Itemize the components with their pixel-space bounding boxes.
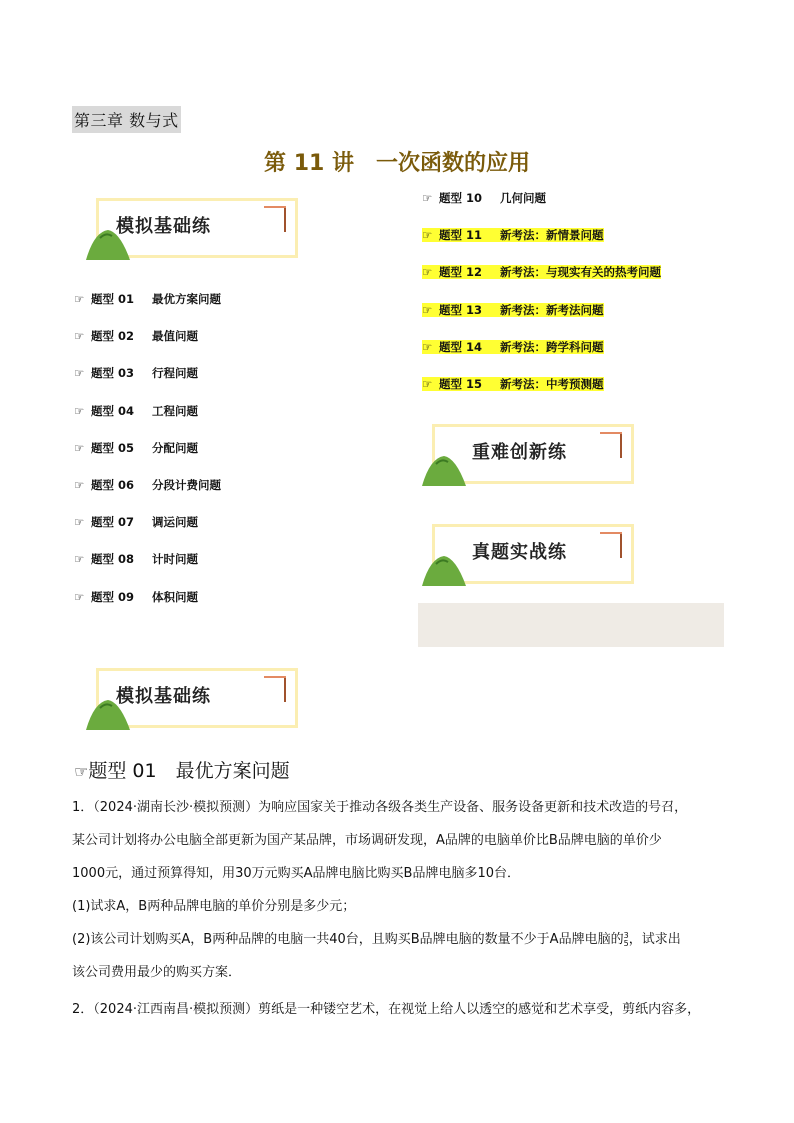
item-number: 04 — [118, 403, 135, 418]
pointing-hand-icon: ☞ — [74, 440, 85, 455]
hill-icon — [422, 450, 466, 486]
item-name: 体积问题 — [152, 589, 198, 604]
item-number: 06 — [118, 478, 135, 492]
item-label: 题型 — [439, 265, 462, 280]
pointing-hand-icon: ☞ — [422, 191, 433, 205]
item-number: 14 — [466, 339, 483, 354]
item-label: 题型 — [439, 228, 462, 243]
item-name: 分段计费问题 — [152, 478, 221, 492]
item-name: 工程问题 — [152, 403, 198, 418]
item-number: 11 — [466, 228, 483, 243]
pointing-hand-icon: ☞ — [74, 292, 85, 306]
pointing-hand-icon: ☞ — [74, 366, 85, 381]
heading-label: 题型 01 — [88, 760, 157, 782]
item-number: 02 — [118, 329, 135, 344]
fraction-numerator: 3 — [623, 930, 629, 940]
list-item[interactable] — [74, 365, 198, 381]
pointing-hand-icon: ☞ — [74, 589, 85, 604]
banner-label: 重难创新练 — [472, 442, 567, 463]
item-label: 题型 — [439, 191, 462, 205]
fraction-denominator: 5 — [623, 938, 629, 948]
item-label: 题型 — [439, 302, 462, 317]
q1-line3: 1000元，通过预算得知，用30万元购买A品牌电脑比购买B品牌电脑多10台． — [72, 866, 520, 881]
list-item[interactable] — [422, 376, 604, 392]
banner-difficult-innovation — [422, 424, 632, 486]
item-name: 新考法：新情景问题 — [500, 228, 604, 243]
item-number: 08 — [118, 552, 135, 567]
item-label: 题型 — [91, 589, 114, 604]
item-label: 题型 — [91, 440, 114, 455]
list-item[interactable] — [74, 440, 198, 456]
item-name: 新考法：中考预测题 — [500, 377, 604, 391]
item-name: 最值问题 — [152, 329, 198, 344]
lesson-title: 第 11 讲 一次函数的应用 — [264, 151, 530, 176]
item-number: 13 — [466, 302, 483, 317]
item-label: 题型 — [91, 478, 114, 492]
hill-icon — [86, 694, 130, 730]
q1-line1: 1．（2024·湖南长沙·模拟预测）为响应国家关于推动各级各类生产设备、服务设备更新和技术改造的号召， — [72, 800, 688, 815]
list-item[interactable] — [422, 227, 604, 243]
pointing-hand-icon: ☞ — [74, 762, 89, 781]
item-number: 12 — [466, 265, 483, 280]
q1-part2-cont: 该公司费用最少的购买方案． — [72, 965, 242, 980]
item-name: 行程问题 — [152, 366, 198, 381]
item-label: 题型 — [91, 515, 114, 530]
list-item[interactable] — [74, 514, 198, 530]
list-item[interactable] — [422, 264, 661, 280]
heading-name: 最优方案问题 — [175, 760, 290, 782]
banner-label: 真题实战练 — [472, 542, 567, 563]
item-name: 调运问题 — [152, 515, 198, 530]
list-item[interactable] — [74, 291, 221, 307]
item-name: 几何问题 — [500, 191, 546, 205]
item-label: 题型 — [439, 339, 462, 354]
pointing-hand-icon: ☞ — [422, 302, 433, 317]
pointing-hand-icon: ☞ — [422, 377, 433, 391]
item-name: 最优方案问题 — [152, 292, 221, 306]
pointing-hand-icon: ☞ — [422, 339, 433, 354]
q1-part2 — [72, 930, 732, 950]
item-number: 10 — [466, 191, 483, 205]
pointing-hand-icon: ☞ — [74, 403, 85, 418]
item-number: 03 — [118, 366, 135, 381]
item-name: 新考法：与现实有关的热考问题 — [500, 265, 661, 280]
list-item[interactable] — [74, 403, 198, 419]
pointing-hand-icon: ☞ — [422, 228, 433, 243]
item-label: 题型 — [439, 377, 462, 391]
banner-label: 模拟基础练 — [116, 216, 211, 237]
item-number: 07 — [118, 515, 135, 530]
item-label: 题型 — [91, 292, 114, 306]
pointing-hand-icon: ☞ — [74, 515, 85, 530]
banner-basic-practice-section — [86, 668, 296, 730]
section-heading — [74, 756, 290, 783]
hill-icon — [422, 550, 466, 586]
item-number: 09 — [118, 589, 135, 604]
item-number: 01 — [118, 292, 135, 306]
chapter-label: 第三章 数与式 — [72, 106, 181, 133]
item-name: 新考法：跨学科问题 — [500, 339, 604, 354]
item-label: 题型 — [91, 552, 114, 567]
q1-line2: 某公司计划将办公电脑全部更新为国产某品牌，市场调研发现，A品牌的电脑单价比B品牌电脑的单价少 — [72, 833, 662, 848]
banner-basic-practice — [86, 198, 296, 260]
list-item[interactable] — [74, 477, 221, 493]
pointing-hand-icon: ☞ — [422, 265, 433, 280]
item-name: 分配问题 — [152, 440, 198, 455]
pointing-hand-icon: ☞ — [74, 329, 85, 344]
q2-line1: 2．（2024·江西南昌·模拟预测）剪纸是一种镂空艺术，在视觉上给人以透空的感觉和艺术享受，剪纸内容多， — [72, 1002, 701, 1017]
q1-part1: (1)试求A，B两种品牌电脑的单价分别是多少元； — [72, 899, 356, 914]
list-item[interactable] — [74, 589, 198, 605]
item-label: 题型 — [91, 329, 114, 344]
list-item[interactable] — [74, 551, 198, 567]
item-label: 题型 — [91, 366, 114, 381]
list-item[interactable] — [422, 302, 604, 318]
pointing-hand-icon: ☞ — [74, 478, 85, 492]
banner-label: 模拟基础练 — [116, 686, 211, 707]
q1-part2-tail: ，试求出 — [628, 932, 681, 947]
banner-real-exam — [422, 524, 632, 586]
hill-icon — [86, 224, 130, 260]
item-name: 新考法：新考法问题 — [500, 302, 604, 317]
list-item[interactable] — [422, 339, 604, 355]
item-label: 题型 — [91, 403, 114, 418]
blank-panel — [418, 603, 724, 647]
list-item[interactable] — [74, 328, 198, 344]
pointing-hand-icon: ☞ — [74, 552, 85, 567]
list-item[interactable] — [422, 190, 546, 206]
item-number: 15 — [466, 377, 483, 391]
item-name: 计时问题 — [152, 552, 198, 567]
item-number: 05 — [118, 440, 135, 455]
q1-part2-text: (2)该公司计划购买A，B两种品牌的电脑一共40台，且购买B品牌电脑的数量不少于A品牌电脑的 — [72, 932, 624, 947]
